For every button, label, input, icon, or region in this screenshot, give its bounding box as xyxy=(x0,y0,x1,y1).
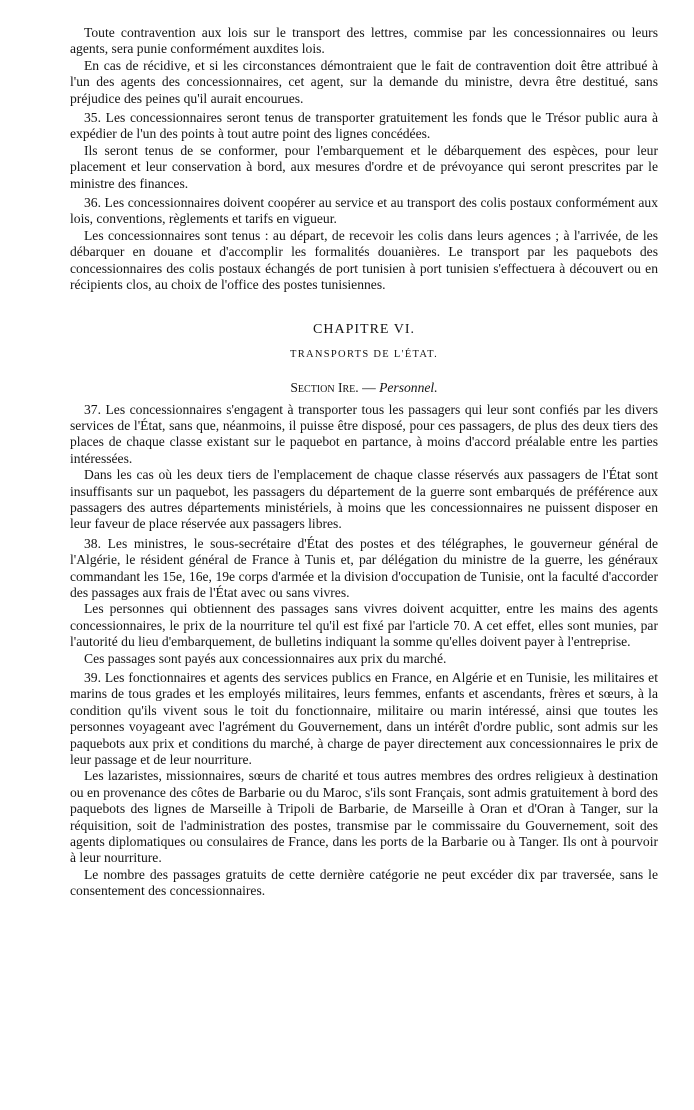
paragraph-religieux: Les lazaristes, missionnaires, sœurs de charité et tous autres membres des ordres religieux à destination ou en provenance des côtes de Barbarie ou du Maroc, s'ils sont Français, sont admis gratuitement à bord des paquebots des lignes de Marseille à Tripoli de Barbarie, de Marseille à Oran et d'Oran à Tanger, sur la réquisition, soit de l'administration des postes, transmise par le commissaire du Gouvernement, soit des agents diplomatiques ou consulaires de France, dans les ports de la Barbarie ou à Tanger. Ils ont à pourvoir à leur nourriture. xyxy=(70,768,658,866)
article-37: 37. Les concessionnaires s'engagent à transporter tous les passagers qui leur sont confiés par les divers services de l'État, sans que, néanmoins, il puisse être disposé, pour ces passagers, de plus des deux tiers des places de chaque classe existant sur le paquebot en partance, à moins d'accord préalable entre les parties intéressées. xyxy=(70,401,658,466)
article-38: 38. Les ministres, le sous-secrétaire d'État des postes et des télégraphes, le gouverneur général de l'Algérie, le résident général de France à Tunis et, par délégation du ministre de la guerre, les généraux commandant les 15e, 16e, 19e corps d'armée et la division d'occupation de Tunisie, ont la faculté d'accorder des passages aux frais de l'État avec ou sans vivres. xyxy=(70,535,658,600)
paragraph-especes: Ils seront tenus de se conformer, pour l'embarquement et le débarquement des espèces, pour leur placement et leur conservation à bord, aux mesures d'ordre et de prévoyance qui seront prescrites par le ministre des finances. xyxy=(70,142,658,191)
chapter-subtitle: TRANSPORTS DE L'ÉTAT. xyxy=(290,348,438,360)
paragraph-recidive: En cas de récidive, et si les circonstances démontraient que le fait de contravention doit être attribué à l'un des agents des concessionnaires, cet agent, sur la demande du ministre, devra être destitué, sans préjudice des peines qu'il aurait encourues. xyxy=(70,57,658,106)
paragraph-passages-gratuits: Le nombre des passages gratuits de cette dernière catégorie ne peut excéder dix par traversée, sans le consentement des concessionnaires. xyxy=(70,866,658,899)
paragraph-contravention: Toute contravention aux lois sur le transport des lettres, commise par les concessionnaires ou leurs agents, sera punie conformément auxdites lois. xyxy=(70,25,658,57)
section-label: Section Ire. — xyxy=(290,379,376,395)
section-title: Personnel. xyxy=(379,379,438,395)
chapter-title: CHAPITRE VI. xyxy=(313,321,415,337)
paragraph-sans-vivres: Les personnes qui obtiennent des passages sans vivres doivent acquitter, entre les mains des agents concessionnaires, le prix de la nourriture tel qu'il est fixé par l'article 70. A cet effet, elles sont munies, par l'autorité du lieu d'embarquement, de bulletins indiquant la somme qu'elles doivent payer à l'entreprise. xyxy=(70,601,658,650)
article-35: 35. Les concessionnaires seront tenus de transporter gratuitement les fonds que le Trésor public aura à expédier de l'un des points à tout autre point des lignes concédées. xyxy=(70,110,658,142)
paragraph-colis-postaux: Les concessionnaires sont tenus : au départ, de recevoir les colis dans leurs agences ; à l'arrivée, de les débarquer en douane et d'accomplir les formalités douanières. Le transport par les paquebots des concessionnaires des colis postaux échangés de port tunisien à port tunisien s'effectuera à découvert ou en récipients clos, au choix de l'office des postes tunisiennes. xyxy=(70,227,658,293)
article-36: 36. Les concessionnaires doivent coopérer au service et au transport des colis postaux conformément aux lois, conventions, règlements et tarifs en vigueur. xyxy=(70,195,658,227)
article-39: 39. Les fonctionnaires et agents des services publics en France, en Algérie et en Tunisie, les militaires et marins de tous grades et les employés militaires, leurs femmes, enfants et ascendants, frères et sœurs, à la condition qu'ils vivent sous le toit du fonctionnaire, militaire ou marin intéressé, ainsi que toutes les personnes voyageant avec l'agrément du Gouvernement, dans un intérêt d'ordre public, sont admis sur les paquebots aux prix et conditions du marché, à charge de payer directement aux concessionnaires le prix de leur passage et de leur nourriture. xyxy=(70,670,658,768)
paragraph-prix-marche: Ces passages sont payés aux concessionnaires aux prix du marché. xyxy=(84,650,447,666)
paragraph-deux-tiers: Dans les cas où les deux tiers de l'emplacement de chaque classe réservés aux passagers de l'État sont insuffisants sur un paquebot, les passagers du département de la guerre sont embarqués de préférence aux passagers des autres départements ministériels, à moins que les concessionnaires ne puissent disposer en leur faveur de place réservée aux passagers libres. xyxy=(70,467,658,532)
section-heading xyxy=(70,380,658,396)
